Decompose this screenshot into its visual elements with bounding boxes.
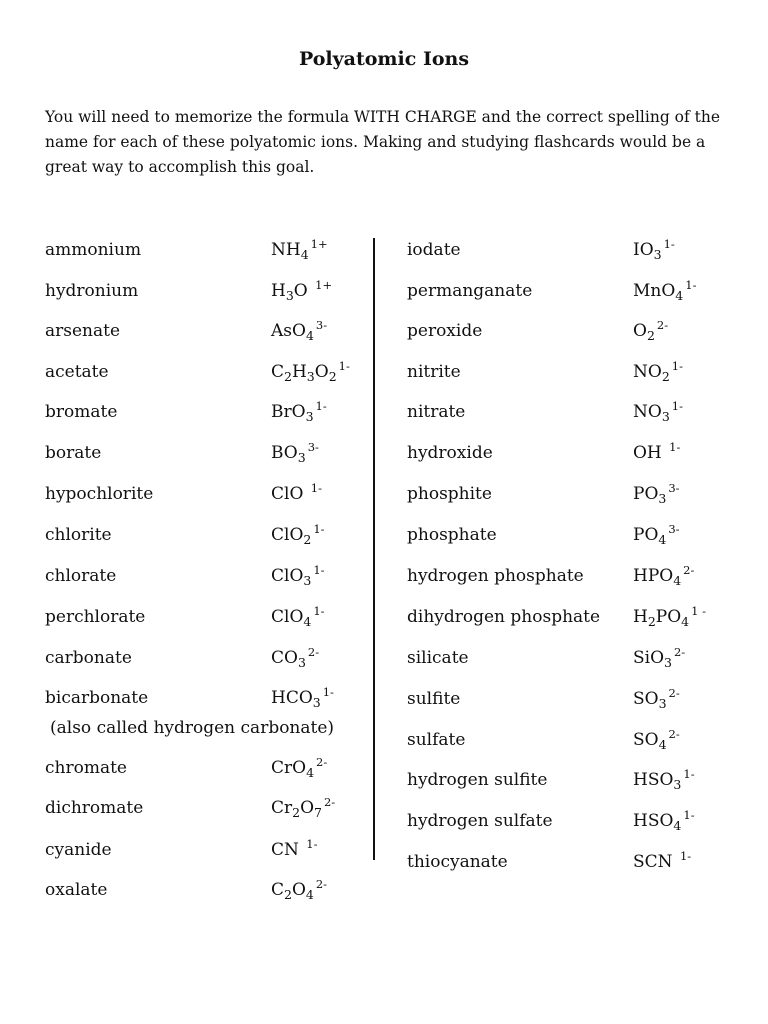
ion-name: hydrogen phosphate: [407, 566, 584, 586]
formula-symbol: MnO: [633, 281, 676, 301]
ion-charge: 3-: [307, 440, 319, 454]
formula-symbol: H: [291, 362, 307, 382]
ion-name: bromate: [45, 402, 118, 422]
ion-charge: 1-: [338, 359, 350, 373]
ion-formula: [633, 605, 706, 630]
page-title: Polyatomic Ions: [298, 48, 470, 70]
ion-charge: 2-: [316, 755, 328, 769]
formula-symbol: BO: [271, 443, 298, 463]
formula-symbol: O: [633, 321, 647, 341]
formula-symbol: O: [314, 362, 329, 382]
ion-formula: [633, 360, 683, 385]
ion-charge: 1-: [669, 440, 681, 454]
ion-charge: 1-: [306, 837, 318, 851]
formula-subscript: 4: [305, 328, 314, 343]
formula-subscript: 2: [328, 369, 337, 384]
formula-symbol: SO: [633, 730, 659, 750]
ion-charge: 1+: [310, 237, 328, 251]
ion-charge: 2-: [668, 727, 680, 741]
formula-symbol: ClO: [271, 566, 304, 586]
ion-name: ammonium: [45, 240, 142, 260]
ion-formula: [633, 728, 680, 753]
ion-name: dihydrogen phosphate: [407, 607, 601, 627]
formula-subscript: 3: [303, 573, 312, 588]
ion-formula: [633, 850, 691, 875]
ion-charge: 1-: [322, 685, 334, 699]
formula-subscript: 3: [658, 696, 667, 711]
ion-charge: 1-: [679, 849, 692, 863]
ion-formula: [633, 400, 683, 425]
formula-symbol: O: [300, 798, 315, 818]
ion-formula: [633, 809, 695, 834]
ion-charge: 1-: [313, 522, 325, 536]
ion-charge: 1-: [683, 767, 695, 781]
formula-subscript: 2: [292, 805, 301, 820]
ion-name: phosphate: [407, 525, 497, 545]
ion-name: chlorite: [45, 525, 112, 545]
formula-symbol: HPO: [633, 566, 674, 586]
ion-name: hydrogen sulfate: [407, 811, 553, 831]
ion-name: hydroxide: [407, 443, 493, 463]
ion-name: perchlorate: [45, 607, 146, 627]
ion-charge: 2-: [307, 645, 320, 659]
ion-charge: 2-: [323, 795, 336, 809]
ion-name: chlorate: [45, 566, 117, 586]
ion-name: hydronium: [45, 281, 139, 301]
ion-charge: 2-: [315, 877, 328, 891]
ion-charge: 1-: [671, 399, 683, 413]
formula-subscript: 3: [312, 695, 321, 710]
formula-subscript: 4: [658, 532, 667, 547]
formula-subscript: 4: [300, 247, 309, 262]
formula-subscript: 3: [297, 655, 306, 670]
ion-name: borate: [45, 443, 102, 463]
ion-charge: 2-: [656, 318, 669, 332]
formula-symbol: OH: [633, 443, 668, 463]
formula-symbol: O: [291, 880, 306, 900]
ion-charge: 1-: [685, 278, 697, 292]
formula-symbol: PO: [633, 484, 659, 504]
formula-subscript: 3: [305, 409, 314, 424]
ion-charge: 2-: [668, 686, 680, 700]
ion-formula: [633, 646, 685, 671]
formula-subscript: 3: [653, 247, 662, 262]
ion-formula: [633, 319, 668, 344]
formula-symbol: BrO: [271, 402, 306, 422]
bicarbonate-note: (also called hydrogen carbonate): [50, 718, 335, 738]
ion-charge: 1-: [683, 808, 695, 822]
ion-name: phosphite: [407, 484, 492, 504]
formula-symbol: CN: [271, 840, 305, 860]
ion-name: silicate: [407, 648, 469, 668]
formula-subscript: 3: [673, 777, 682, 792]
ion-name: hypochlorite: [45, 484, 154, 504]
formula-symbol: C: [271, 362, 285, 382]
formula-subscript: 2: [661, 369, 670, 384]
ion-name: iodate: [407, 240, 461, 260]
ion-charge: 1-: [315, 399, 327, 413]
formula-subscript: 4: [675, 288, 684, 303]
ion-name: oxalate: [45, 880, 108, 900]
ion-name: permanganate: [407, 281, 533, 301]
ion-formula: [633, 279, 696, 304]
formula-subscript: 4: [305, 887, 314, 902]
intro-paragraph: You will need to memorize the formula WITH CHARGE and the correct spelling of the name for each of these polyatomic ions. Making and studying flashcards would be a great way to accomplish this goal.: [45, 108, 721, 176]
formula-subscript: 3: [285, 288, 294, 303]
formula-subscript: 3: [306, 369, 315, 384]
formula-subscript: 3: [658, 491, 667, 506]
formula-symbol: ClO: [271, 607, 304, 627]
ion-formula: [633, 482, 680, 507]
formula-symbol: NO: [633, 402, 662, 422]
formula-symbol: CO: [271, 648, 298, 668]
ion-name: cyanide: [45, 840, 112, 860]
ion-name: sulfate: [407, 730, 466, 750]
ion-charge: 2-: [673, 645, 686, 659]
formula-subscript: 4: [681, 614, 690, 629]
formula-symbol: HSO: [633, 770, 674, 790]
formula-subscript: 2: [646, 328, 655, 343]
formula-symbol: Cr: [271, 798, 293, 818]
ion-formula: [633, 687, 680, 712]
ion-charge: 1 -: [691, 604, 706, 618]
ion-name: sulfite: [407, 689, 461, 709]
formula-subscript: 4: [303, 614, 312, 629]
formula-subscript: 4: [658, 737, 667, 752]
formula-symbol: ClO: [271, 525, 304, 545]
formula-symbol: O: [293, 281, 314, 301]
formula-symbol: IO: [633, 240, 654, 260]
ion-formula: [633, 564, 694, 589]
ion-formula: [633, 768, 695, 793]
formula-symbol: H: [271, 281, 286, 301]
formula-subscript: 3: [664, 655, 672, 670]
formula-symbol: NO: [633, 362, 662, 382]
ion-name: peroxide: [407, 321, 483, 341]
formula-subscript: 2: [647, 614, 656, 629]
formula-symbol: PO: [655, 607, 682, 627]
ion-name: acetate: [45, 362, 109, 382]
formula-subscript: 4: [306, 765, 315, 780]
formula-symbol: SiO: [633, 648, 665, 668]
ion-formula: [633, 523, 680, 548]
formula-subscript: 4: [673, 818, 682, 833]
ion-name: hydrogen sulfite: [407, 770, 548, 790]
ion-charge: 3-: [315, 318, 328, 332]
ion-charge: 1-: [313, 563, 325, 577]
ion-name: carbonate: [45, 648, 132, 668]
ion-charge: 3-: [668, 522, 680, 536]
ion-charge: 1-: [310, 481, 322, 495]
ion-charge: 3-: [668, 481, 680, 495]
ion-name: nitrate: [407, 402, 466, 422]
formula-symbol: PO: [633, 525, 659, 545]
formula-subscript: 2: [303, 532, 312, 547]
ion-charge: 1-: [663, 237, 675, 251]
ion-name: chromate: [45, 758, 127, 778]
formula-symbol: SO: [633, 689, 659, 709]
ion-formula: [633, 441, 680, 466]
formula-subscript: 4: [673, 573, 682, 588]
ion-name: nitrite: [407, 362, 461, 382]
formula-symbol: CrO: [271, 758, 307, 778]
ion-charge: 1-: [671, 359, 683, 373]
formula-symbol: C: [271, 880, 285, 900]
formula-symbol: H: [633, 607, 648, 627]
formula-subscript: 3: [297, 450, 306, 465]
ion-name: arsenate: [45, 321, 121, 341]
ion-name: dichromate: [45, 798, 144, 818]
formula-symbol: NH: [271, 240, 301, 260]
formula-subscript: 2: [284, 887, 292, 902]
formula-symbol: ClO: [271, 484, 309, 504]
ion-formula: [633, 238, 675, 263]
formula-subscript: 2: [284, 369, 292, 384]
formula-symbol: SCN: [633, 852, 678, 872]
ion-charge: 1-: [313, 604, 325, 618]
ion-charge: 1+: [315, 278, 333, 292]
ion-name: thiocyanate: [407, 852, 508, 872]
ion-charge: 2-: [683, 563, 695, 577]
formula-symbol: HCO: [271, 688, 313, 708]
formula-symbol: AsO: [271, 321, 306, 341]
ion-name: bicarbonate: [45, 688, 149, 708]
formula-symbol: HSO: [633, 811, 674, 831]
formula-subscript: 3: [661, 409, 670, 424]
formula-subscript: 7: [314, 805, 322, 820]
